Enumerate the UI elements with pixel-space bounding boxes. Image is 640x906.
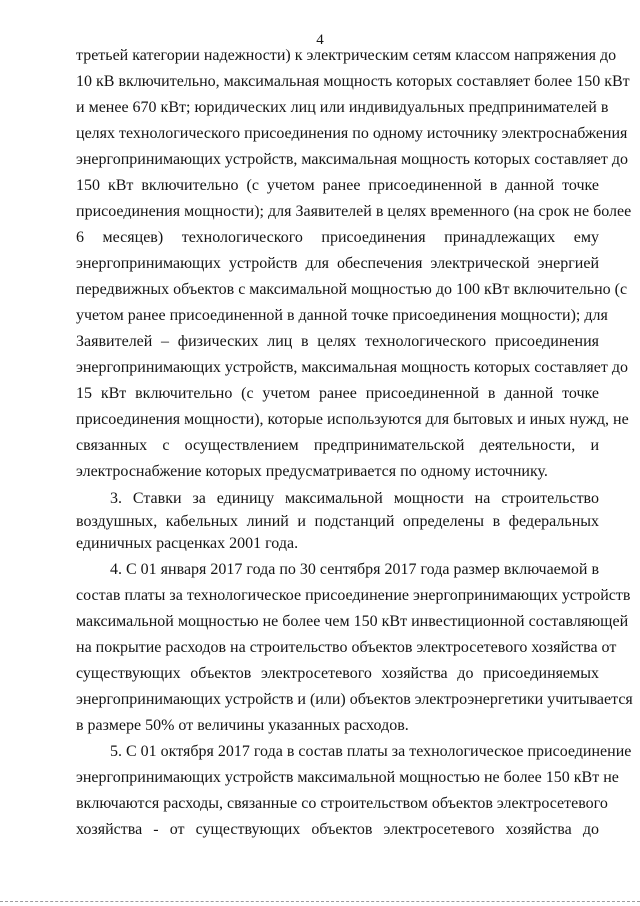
body-line: 15 кВт включительно (с учетом ранее присоединенной в данной точке [76,385,599,402]
body-line: в размере 50% от величины указанных расходов. [76,717,409,734]
paragraph-4-first-line: 4. С 01 января 2017 года по 30 сентября 2017 года размер включаемой в [110,561,600,578]
body-line: присоединения мощности); для Заявителей в целях временного (на срок не более [76,203,632,220]
body-line: хозяйства - от существующих объектов электросетевого хозяйства до [76,821,599,838]
paragraph-5-first-line: 5. С 01 октября 2017 года в состав платы за технологическое присоединение [110,743,632,760]
body-line: связанных с осуществлением предпринимательской деятельности, и [76,437,599,454]
paragraph-3-first-line: 3. Ставки за единицу максимальной мощности на строительство [110,490,599,507]
body-line: единичных расценках 2001 года. [76,535,299,552]
body-line: Заявителей – физических лиц в целях технологического присоединения [76,333,599,350]
body-line: и менее 670 кВт; юридических лиц или индивидуальных предпринимателей в [76,99,609,116]
body-line: передвижных объектов с максимальной мощностью до 100 кВт включительно (с [76,281,628,298]
body-line: существующих объектов электросетевого хозяйства до присоединяемых [76,665,599,682]
body-line: воздушных, кабельных линий и подстанций определены в федеральных [76,513,599,530]
body-line: 10 кВ включительно, максимальная мощность которых составляет более 150 кВт [76,73,630,90]
body-line: присоединения мощности), которые используются для бытовых и иных нужд, не [76,411,629,428]
body-line: 6 месяцев) технологического присоединения принадлежащих ему [76,229,599,246]
body-line: электроснабжение которых предусматривается по одному источнику. [76,463,548,480]
body-line: энергопринимающих устройств и (или) объектов электроэнергетики учитывается [76,691,633,708]
body-line: энергопринимающих устройств максимальной мощностью не более 150 кВт не [76,769,619,786]
body-line: включаются расходы, связанные со строительством объектов электросетевого [76,795,608,812]
body-line: учетом ранее присоединенной в данной точке присоединения мощности); для [76,307,608,324]
body-line: 150 кВт включительно (с учетом ранее присоединенной в данной точке [76,177,599,194]
body-line: на покрытие расходов на строительство объектов электросетевого хозяйства от [76,639,617,656]
page-number: 4 [316,32,324,48]
body-line: целях технологического присоединения по одному источнику электроснабжения [76,125,628,142]
body-line: энергопринимающих устройств для обеспечения электрической энергией [76,255,599,272]
body-line: энергопринимающих устройств, максимальная мощность которых составляет до [76,151,629,168]
body-line: энергопринимающих устройств, максимальная мощность которых составляет до [76,359,629,376]
page-bottom-edge [0,901,640,906]
body-line: максимальной мощностью не более чем 150 кВт инвестиционной составляющей [76,613,629,630]
body-line: состав платы за технологическое присоединение энергопринимающих устройств [76,587,631,604]
body-line: третьей категории надежности) к электрическим сетям классом напряжения до [76,47,617,64]
